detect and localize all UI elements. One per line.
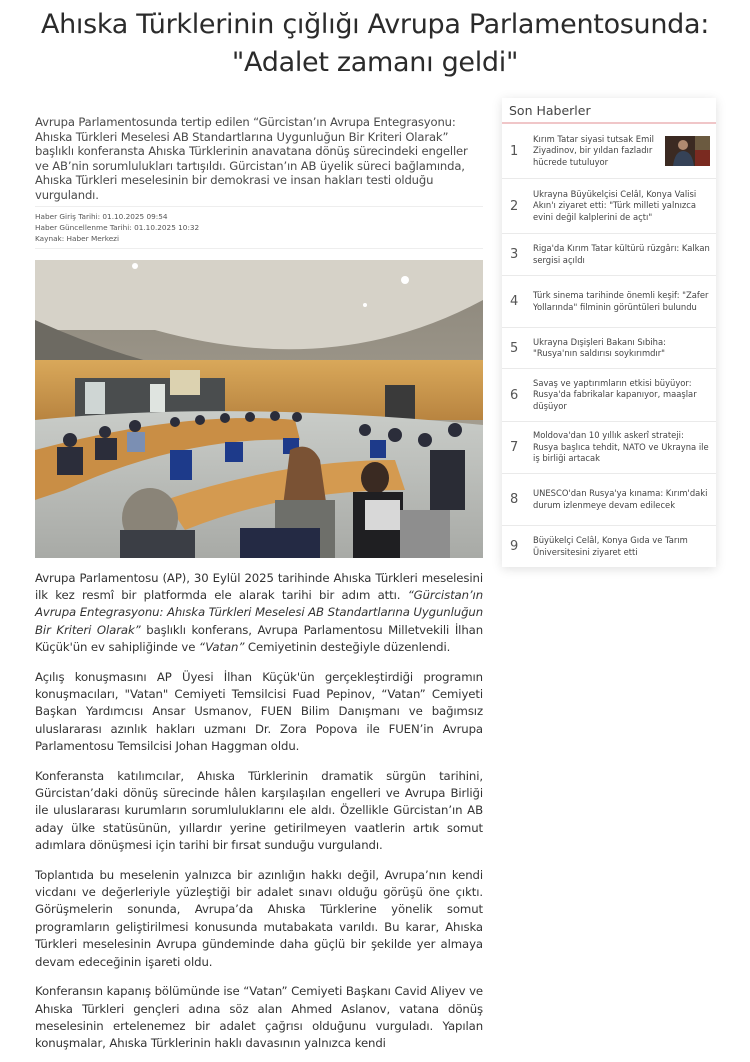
- news-rank: 1: [510, 143, 519, 159]
- updated-date: Haber Güncellenme Tarihi: 01.10.2025 10:32: [35, 222, 200, 232]
- news-headline: Riga'da Kırım Tatar kültürü rüzgârı: Kalkan sergisi açıldı: [533, 243, 710, 265]
- paragraph-4: Toplantıda bu meselenin yalnızca bir azınlığın hakkı değil, Avrupa’nın kendi vicdanı ve değerleriyle yüzleştiği bir adalet sınavı olduğu görüşü öne çıktı. Görüşmelerin sonunda, Avrupa’da Ahıska Türklerine yönelik somut programların geliştirilmesi konusunda mutabakata varıldı. Bu karar, Ahıska Türkleri meselesinin Avrupa gündeminde daha güçlü bir şekilde yer almaya devam edeceğinin işareti oldu.: [35, 867, 483, 969]
- news-headline: Ukrayna Dışişleri Bakanı Sıbiha: "Rusya'nın saldırısı soykırımdır": [533, 336, 666, 358]
- news-rank: 7: [510, 440, 519, 455]
- article-meta: [35, 206, 483, 249]
- news-item[interactable]: [502, 422, 716, 474]
- article-text: [35, 570, 483, 1053]
- news-rank: 5: [510, 340, 519, 356]
- news-source: Kaynak: Haber Merkezi: [35, 233, 120, 243]
- news-item[interactable]: [502, 474, 716, 526]
- news-headline: UNESCO'dan Rusya'ya kınama: Kırım'daki durum izlenmeye devam edilecek: [533, 488, 708, 510]
- paragraph-5: Konferansın kapanış bölümünde ise “Vatan” Cemiyeti Başkanı Cavid Aliyev ve Ahıska Türkleri gençleri adına söz alan Ahmed Aslanov, vatana dönüş meselesinin ertelenemez bir adalet çağrısı olduğunu vurguladı. Yapılan konuşmalar, Ahıska Türklerinin haklı davasının yalnızca kendi: [35, 984, 483, 1051]
- news-thumbnail: [665, 136, 710, 166]
- news-rank: 8: [510, 492, 519, 507]
- article-title: Ahıska Türklerinin çığlığı Avrupa Parlamentosunda: "Adalet zamanı geldi": [40, 9, 710, 78]
- news-item[interactable]: [502, 526, 716, 567]
- news-item[interactable]: [502, 179, 716, 234]
- news-item[interactable]: [502, 124, 716, 179]
- sidebar-title: Son Haberler: [502, 98, 716, 124]
- news-rank: 4: [510, 294, 519, 309]
- news-headline: Moldova'dan 10 yıllık askerî strateji: Rusya başlıca tehdit, NATO ve Ukrayna ile iş birliği artacak: [533, 430, 709, 464]
- news-item[interactable]: [502, 369, 716, 422]
- person-photo-icon: [665, 136, 710, 166]
- paragraph-2: Açılış konuşmasını AP Üyesi İlhan Küçük'ün gerçekleştirdiği programın konuşmacıları, "Vatan" Cemiyeti Temsilcisi Fuad Pepinov, “Vatan” Cemiyeti Başkan Yardımcısı Ansar Usmanov, FUEN Bilim Danışmanı ve bağımsız uluslararası azınlık hakları uzmanı Dr. Zora Popova ile FUEN’in Avrupa Parlamentosu Temsilcisi Johan Haggman oldu.: [35, 669, 483, 754]
- news-item[interactable]: [502, 276, 716, 328]
- news-rank: 3: [510, 247, 519, 262]
- article-summary: Avrupa Parlamentosunda tertip edilen “Gürcistan’ın Avrupa Entegrasyonu: Ahıska Türkleri Meselesi AB Standartlarına Uygunluğun Bir Kriteri Olarak” başlıklı konferansta Ahıska Türklerinin anavatana dönüş sürecindeki engeller ve AB’nin sorumlulukları tartışıldı. Gürcistan’ın AB üyelik süreci bağlamında, Ahıska Türkleri meselesinin bir demokrasi ve insan hakları testi olduğu vurgulandı.: [35, 115, 468, 202]
- article-body: [35, 115, 483, 1062]
- news-item[interactable]: [502, 328, 716, 369]
- news-rank: 9: [510, 539, 519, 554]
- paragraph-3: Konferansta katılımcılar, Ahıska Türklerinin dramatik sürgün tarihini, Gürcistan’daki dönüş sürecinde hâlen karşılaşılan engelleri ve Avrupa Birliği ile uluslararası kurumların sorumluluklarını ele aldı. Özellikle Gürcistan’ın AB aday ülke statüsünün, yıllardır yerine getirilmeyen vaatlerin artık somut adımlara dönüşmesi için tarihi bir fırsat sunduğu vurgulandı.: [35, 768, 483, 853]
- news-headline: Büyükelçi Celâl, Konya Gıda ve Tarım Üniversitesini ziyaret etti: [533, 535, 688, 557]
- conference-room-image: [35, 260, 483, 558]
- news-headline: Kırım Tatar siyasi tutsak Emil Ziyadinov, bir yıldan fazladır hücrede tutuluyor: [533, 133, 654, 167]
- news-headline: Savaş ve yaptırımların etkisi büyüyor: Rusya'da fabrikalar kapanıyor, maaşlar düşüyor: [533, 377, 697, 411]
- news-rank: 2: [510, 198, 519, 214]
- news-rank: 6: [510, 387, 519, 403]
- news-headline: Ukrayna Büyükelçisi Celâl, Konya Valisi Akın'ı ziyaret etti: "Türk milleti yalnızca evini değil kalplerini de açtı": [533, 188, 697, 222]
- article-photo: [35, 260, 483, 558]
- paragraph-1: Avrupa Parlamentosu (AP), 30 Eylül 2025 tarihinde Ahıska Türkleri meselesini ilk kez resmî bir platformda ele alarak tarihi bir adım attı. “Gürcistan’ın Avrupa Entegrasyonu: Ahıska Türkleri Meselesi AB Standartlarına Uygunluğun Bir Kriteri Olarak” başlıklı konferans, Avrupa Parlamentosu Milletvekili İlhan Küçük'ün ev sahipliğinde ve “Vatan” Cemiyetinin desteğiyle düzenlendi.: [35, 570, 484, 655]
- news-item[interactable]: [502, 234, 716, 276]
- news-headline: Türk sinema tarihinde önemli keşif: "Zafer Yollarında" filminin görüntüleri bulundu: [533, 290, 709, 312]
- latest-news-sidebar: [502, 98, 716, 567]
- published-date: Haber Giriş Tarihi: 01.10.2025 09:54: [35, 211, 168, 221]
